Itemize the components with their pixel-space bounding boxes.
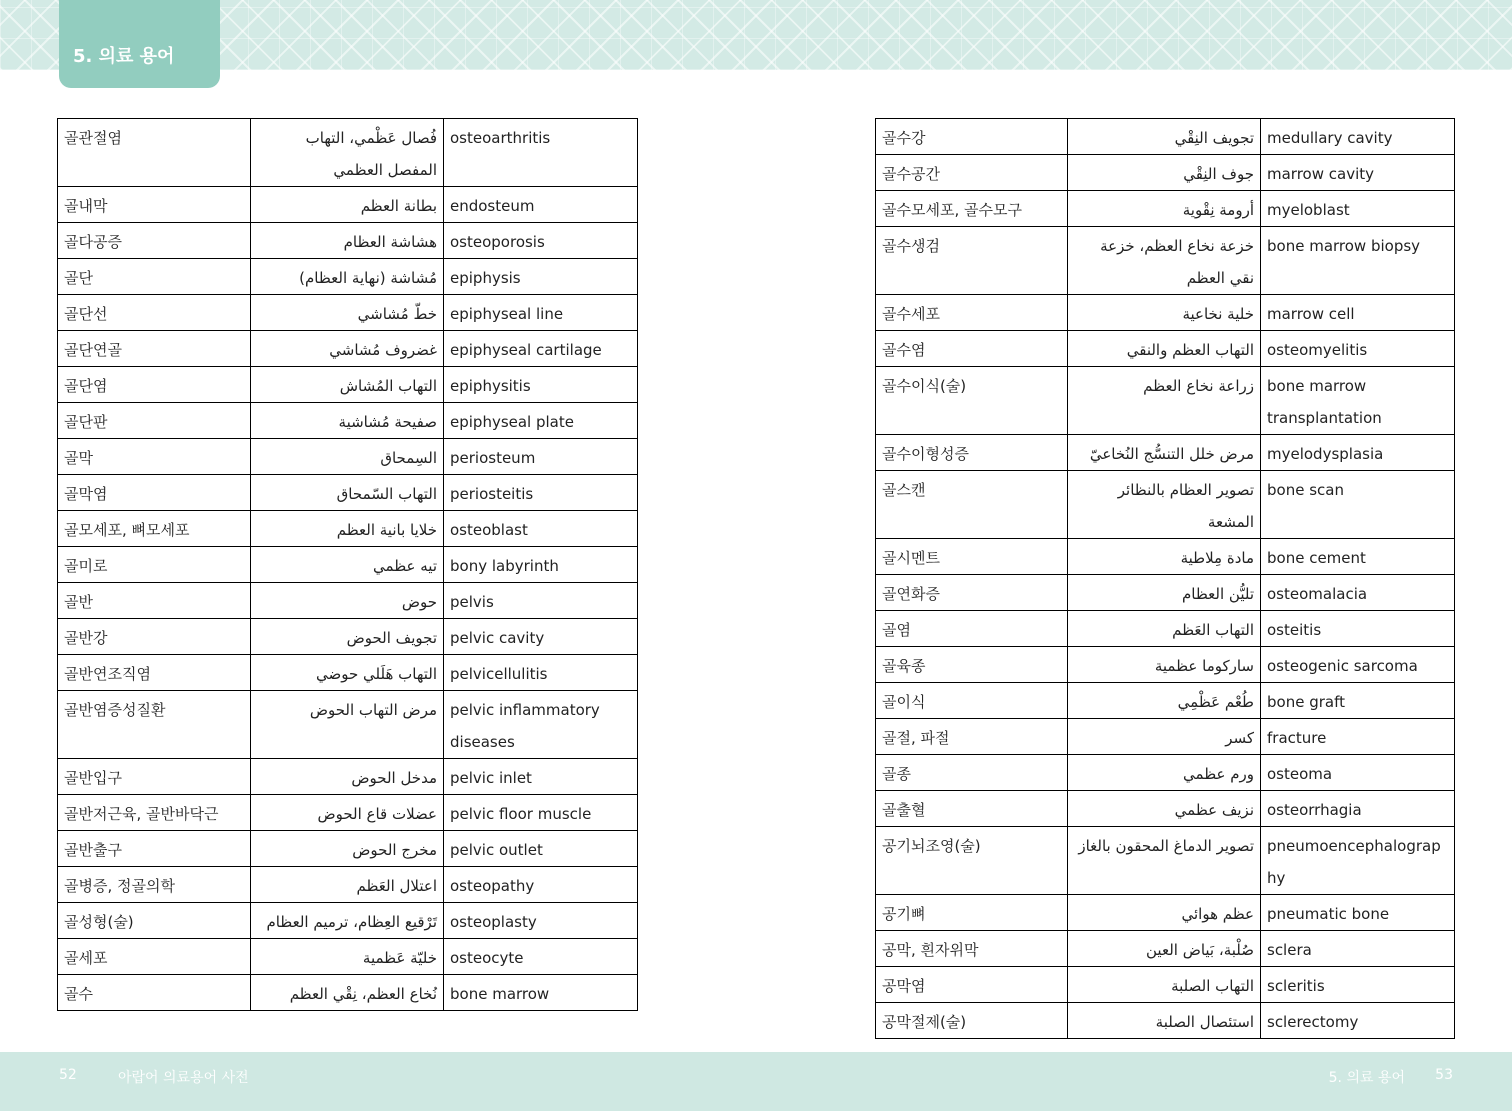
table-row [876, 719, 1455, 755]
table-row [876, 895, 1455, 931]
english-term: fracture [1261, 719, 1455, 755]
table-row [876, 155, 1455, 191]
table-row [876, 827, 1455, 895]
english-term: sclera [1261, 931, 1455, 967]
english-term: periosteitis [444, 475, 638, 511]
arabic-term: تجويف الحوض [251, 619, 444, 655]
english-term: osteomalacia [1261, 575, 1455, 611]
korean-term: 골단연골 [58, 331, 251, 367]
table-row [58, 691, 638, 759]
table-row [58, 831, 638, 867]
korean-term: 골막 [58, 439, 251, 475]
table-row [58, 795, 638, 831]
english-term: osteopathy [444, 867, 638, 903]
arabic-term: خلية نخاعية [1068, 295, 1261, 331]
arabic-term: اعتلال العَظم [251, 867, 444, 903]
english-term: osteoma [1261, 755, 1455, 791]
arabic-term: مدخل الحوض [251, 759, 444, 795]
korean-term: 골스캔 [876, 471, 1068, 539]
korean-term: 골관절염 [58, 119, 251, 187]
english-term: bone scan [1261, 471, 1455, 539]
korean-term: 골수모세포, 골수모구 [876, 191, 1068, 227]
arabic-term: نُخاع العظم، نِقْي العظم [251, 975, 444, 1011]
table-row [58, 903, 638, 939]
arabic-term: التهاب هَلَلي حوضي [251, 655, 444, 691]
english-term: osteomyelitis [1261, 331, 1455, 367]
arabic-term: استئصال الصلبة [1068, 1003, 1261, 1039]
table-row [58, 259, 638, 295]
korean-term: 골막염 [58, 475, 251, 511]
korean-term: 골절, 파절 [876, 719, 1068, 755]
glossary-table-right [875, 118, 1455, 1039]
table-row [58, 583, 638, 619]
english-term: pneumoencephalography [1261, 827, 1455, 895]
english-term: medullary cavity [1261, 119, 1455, 155]
korean-term: 골수공간 [876, 155, 1068, 191]
table-row [58, 759, 638, 795]
arabic-term: خطّ مُشاشي [251, 295, 444, 331]
english-term: epiphyseal plate [444, 403, 638, 439]
korean-term: 골내막 [58, 187, 251, 223]
korean-term: 골모세포, 뼈모세포 [58, 511, 251, 547]
arabic-term: مرض خلل التنسُّج النُخاعيّ [1068, 435, 1261, 471]
korean-term: 골세포 [58, 939, 251, 975]
english-term: osteorrhagia [1261, 791, 1455, 827]
table-row [58, 511, 638, 547]
glossary-table-left [57, 118, 638, 1011]
korean-term: 골반염증성질환 [58, 691, 251, 759]
table-row [876, 755, 1455, 791]
english-term: bony labyrinth [444, 547, 638, 583]
english-term: endosteum [444, 187, 638, 223]
table-row [876, 575, 1455, 611]
arabic-term: خزعة نخاع العظم، خزعة نقي العظم [1068, 227, 1261, 295]
english-term: pelvic cavity [444, 619, 638, 655]
korean-term: 골반연조직염 [58, 655, 251, 691]
korean-term: 골연화증 [876, 575, 1068, 611]
english-term: osteitis [1261, 611, 1455, 647]
korean-term: 공기뇌조영(술) [876, 827, 1068, 895]
english-term: osteoplasty [444, 903, 638, 939]
english-term: osteoarthritis [444, 119, 638, 187]
english-term: pelvic inlet [444, 759, 638, 795]
arabic-term: تيه عظمي [251, 547, 444, 583]
english-term: periosteum [444, 439, 638, 475]
arabic-term: هشاشة العظام [251, 223, 444, 259]
arabic-term: ساركوما عظمية [1068, 647, 1261, 683]
english-term: bone marrow [444, 975, 638, 1011]
korean-term: 골단염 [58, 367, 251, 403]
arabic-term: صُلْبة، بَياض العين [1068, 931, 1261, 967]
table-row [876, 367, 1455, 435]
book-title: 아랍어 의료용어 사전 [118, 1070, 249, 1086]
korean-term: 골다공증 [58, 223, 251, 259]
english-term: pelvic floor muscle [444, 795, 638, 831]
table-row [58, 119, 638, 187]
english-term: osteoporosis [444, 223, 638, 259]
english-term: epiphyseal line [444, 295, 638, 331]
table-row [876, 1003, 1455, 1039]
korean-term: 골수 [58, 975, 251, 1011]
english-term: myeloblast [1261, 191, 1455, 227]
english-term: epiphysitis [444, 367, 638, 403]
arabic-term: كسر [1068, 719, 1261, 755]
header-pattern-band [0, 0, 1512, 70]
arabic-term: تصوير العظام بالنظائر المشعة [1068, 471, 1261, 539]
korean-term: 골수이식(술) [876, 367, 1068, 435]
arabic-term: ورم عظمي [1068, 755, 1261, 791]
arabic-term: تَرْقيع العِظام، ترميم العظام [251, 903, 444, 939]
english-term: marrow cell [1261, 295, 1455, 331]
english-term: marrow cavity [1261, 155, 1455, 191]
table-row [876, 435, 1455, 471]
table-row [876, 471, 1455, 539]
english-term: sclerectomy [1261, 1003, 1455, 1039]
table-row [876, 967, 1455, 1003]
english-term: osteocyte [444, 939, 638, 975]
table-row [876, 295, 1455, 331]
korean-term: 골미로 [58, 547, 251, 583]
english-term: bone marrow transplantation [1261, 367, 1455, 435]
korean-term: 골성형(술) [58, 903, 251, 939]
table-row [58, 619, 638, 655]
korean-term: 골병증, 정골의학 [58, 867, 251, 903]
arabic-term: طُعْم عَظْمِي [1068, 683, 1261, 719]
korean-term: 골이식 [876, 683, 1068, 719]
arabic-term: عضلات قاع الحوض [251, 795, 444, 831]
korean-term: 골반출구 [58, 831, 251, 867]
arabic-term: تليُّن العظام [1068, 575, 1261, 611]
arabic-term: جوف النِقْي [1068, 155, 1261, 191]
arabic-term: فُصال عَظْمي، التهاب المفصل العظمي [251, 119, 444, 187]
korean-term: 골반 [58, 583, 251, 619]
korean-term: 골반강 [58, 619, 251, 655]
arabic-term: التهاب الصلبة [1068, 967, 1261, 1003]
korean-term: 골시멘트 [876, 539, 1068, 575]
korean-term: 공막, 흰자위막 [876, 931, 1068, 967]
korean-term: 골육종 [876, 647, 1068, 683]
table-row [58, 975, 638, 1011]
korean-term: 골수염 [876, 331, 1068, 367]
english-term: bone graft [1261, 683, 1455, 719]
arabic-term: زراعة نخاع العظم [1068, 367, 1261, 435]
table-row [876, 791, 1455, 827]
arabic-term: بطانة العظم [251, 187, 444, 223]
english-term: myelodysplasia [1261, 435, 1455, 471]
table-row [58, 295, 638, 331]
table-row [58, 939, 638, 975]
arabic-term: مرض التهاب الحوض [251, 691, 444, 759]
english-term: scleritis [1261, 967, 1455, 1003]
table-row [876, 539, 1455, 575]
english-term: bone cement [1261, 539, 1455, 575]
arabic-term: تجويف النِقْي [1068, 119, 1261, 155]
korean-term: 골단선 [58, 295, 251, 331]
korean-term: 골수강 [876, 119, 1068, 155]
arabic-term: خليّة عَظمية [251, 939, 444, 975]
table-row [876, 227, 1455, 295]
korean-term: 골출혈 [876, 791, 1068, 827]
table-row [58, 867, 638, 903]
arabic-term: حوض [251, 583, 444, 619]
korean-term: 골반저근육, 골반바닥근 [58, 795, 251, 831]
arabic-term: أرومة نِقْوية [1068, 191, 1261, 227]
korean-term: 공막절제(술) [876, 1003, 1068, 1039]
table-row [58, 331, 638, 367]
arabic-term: عظم هوائي [1068, 895, 1261, 931]
english-term: osteoblast [444, 511, 638, 547]
korean-term: 골단 [58, 259, 251, 295]
right-page-number: 53 [1435, 1067, 1453, 1083]
arabic-term: التهاب العظم والنقي [1068, 331, 1261, 367]
table-row [876, 119, 1455, 155]
arabic-term: التهاب العَظم [1068, 611, 1261, 647]
footer-band [0, 1052, 1512, 1111]
arabic-term: خلايا بانية العظم [251, 511, 444, 547]
arabic-term: السِمحاق [251, 439, 444, 475]
korean-term: 골수세포 [876, 295, 1068, 331]
arabic-term: مُشاشة (نهاية العظام) [251, 259, 444, 295]
table-row [876, 611, 1455, 647]
arabic-term: مادة مِلاطية [1068, 539, 1261, 575]
arabic-term: تصوير الدماغ المحقون بالغاز [1068, 827, 1261, 895]
korean-term: 골염 [876, 611, 1068, 647]
left-page-number: 52 [59, 1067, 77, 1083]
table-row [58, 655, 638, 691]
table-row [58, 439, 638, 475]
arabic-term: مخرج الحوض [251, 831, 444, 867]
english-term: pelvic inflammatory diseases [444, 691, 638, 759]
table-row [876, 331, 1455, 367]
table-row [876, 191, 1455, 227]
korean-term: 골수생검 [876, 227, 1068, 295]
korean-term: 골반입구 [58, 759, 251, 795]
korean-term: 공기뼈 [876, 895, 1068, 931]
table-row [876, 931, 1455, 967]
korean-term: 골종 [876, 755, 1068, 791]
english-term: pelvis [444, 583, 638, 619]
korean-term: 공막염 [876, 967, 1068, 1003]
table-row [58, 475, 638, 511]
korean-term: 골단판 [58, 403, 251, 439]
korean-term: 골수이형성증 [876, 435, 1068, 471]
english-term: pneumatic bone [1261, 895, 1455, 931]
english-term: bone marrow biopsy [1261, 227, 1455, 295]
arabic-term: غضروف مُشاشي [251, 331, 444, 367]
table-row [876, 647, 1455, 683]
arabic-term: نزيف عظمي [1068, 791, 1261, 827]
arabic-term: صفيحة مُشاشية [251, 403, 444, 439]
chapter-title: 5. 의료 용어 [73, 46, 175, 67]
english-term: pelvicellulitis [444, 655, 638, 691]
chapter-tab [59, 0, 220, 88]
table-row [58, 403, 638, 439]
english-term: pelvic outlet [444, 831, 638, 867]
arabic-term: التهاب السّمحاق [251, 475, 444, 511]
table-row [58, 187, 638, 223]
english-term: osteogenic sarcoma [1261, 647, 1455, 683]
table-row [58, 367, 638, 403]
table-row [58, 223, 638, 259]
english-term: epiphyseal cartilage [444, 331, 638, 367]
right-chapter-label: 5. 의료 용어 [1328, 1070, 1405, 1086]
table-row [58, 547, 638, 583]
table-row [876, 683, 1455, 719]
english-term: epiphysis [444, 259, 638, 295]
arabic-term: التهاب المُشاش [251, 367, 444, 403]
